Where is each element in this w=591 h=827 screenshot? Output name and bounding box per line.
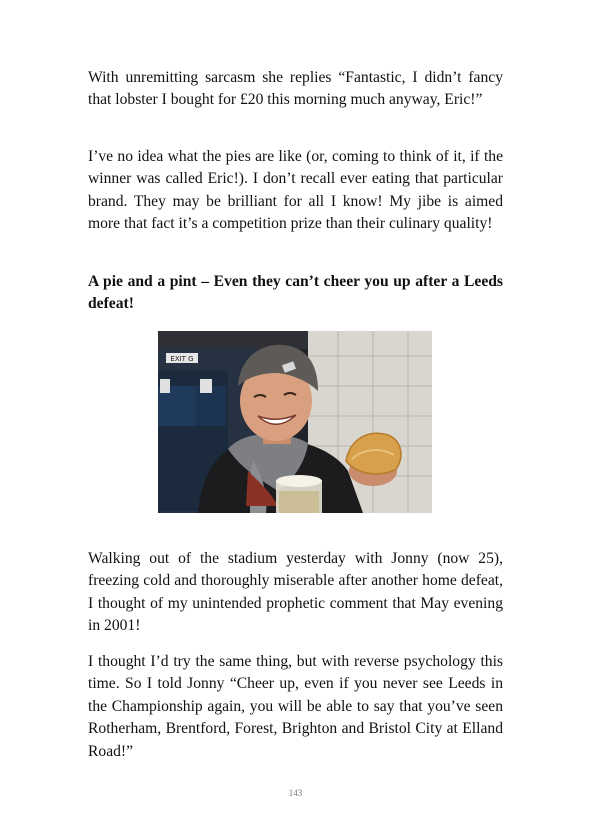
page-number: 143 <box>288 788 303 798</box>
body-paragraph: I’ve no idea what the pies are like (or, coming to think of it, if the winner was called Eric!). I don’t recall ever eating that particular brand. They may be brilliant for all I know! My jibe is aimed more that fact it’s a competition prize than their culinary quality! <box>88 148 503 233</box>
body-paragraph: I thought I’d try the same thing, but with reverse psychology this time. So I told Jonny “Cheer up, even if you never see Leeds in the Championship again, you will be able to say that you’ve seen Rotherham, Brentford, Forest, Brighton and Bristol City at Elland Road!” <box>88 653 503 760</box>
man-with-pie-and-pint-photo <box>158 331 432 513</box>
body-paragraph: With unremitting sarcasm she replies “Fantastic, I didn’t fancy that lobster I bought for £20 this morning much anyway, Eric!” <box>88 69 503 109</box>
section-heading: A pie and a pint – Even they can’t cheer you up after a Leeds defeat! <box>88 273 503 313</box>
exit-sign-text: EXIT G <box>170 355 194 363</box>
body-paragraph: Walking out of the stadium yesterday with Jonny (now 25), freezing cold and thoroughly miserable after another home defeat, I thought of my unintended prophetic comment that May evening in 2001! <box>88 550 503 635</box>
